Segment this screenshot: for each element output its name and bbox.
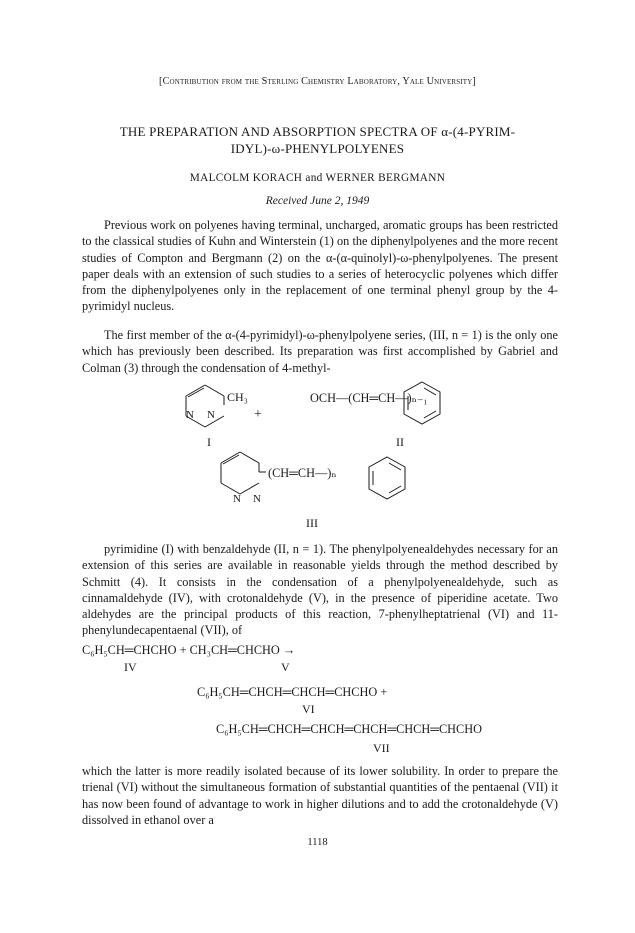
- article-title: [70, 123, 565, 157]
- equation-reactants: C₆H₅CH═CHCHO + CH₃CH═CHCHO →: [82, 643, 296, 657]
- equation-label-VI: VI: [302, 702, 315, 716]
- equation-label-VII: VII: [373, 741, 390, 755]
- equation-label-IV: IV: [124, 660, 137, 674]
- structure-III-pyrimidine: [221, 452, 266, 494]
- structure-III-benzene-ring: [369, 457, 405, 499]
- equation-product-VI: C₆H₅CH═CHCH═CHCH═CHCHO +: [197, 685, 388, 699]
- structure-III-polyene-chain: (CH═CH—)ₙ: [268, 466, 337, 480]
- contribution-header: [Contribution from the Sterling Chemistry Laboratory, Yale University]: [159, 76, 476, 87]
- structure-II-aldehyde-chain: OCH—(CH═CH—)ₙ₋₁: [310, 391, 428, 405]
- received-date: Received June 2, 1949: [265, 195, 370, 207]
- page-number: 1118: [307, 837, 328, 848]
- structure-III-label: III: [306, 516, 318, 530]
- structure-I-methyl-label: CH₃: [227, 390, 248, 404]
- paragraph-trienal: which the latter is more readily isolated because of its lower solubility. In order to prepare the trienal (VI) without the simultaneous formation of substantial quantities of the pentaenal (VII) it has now been found of advantage to work in higher dilutions and to add the crotonaldehyde (V) dissolved in ethanol over a: [82, 764, 558, 827]
- reaction-plus-sign: +: [254, 407, 262, 422]
- structure-I-pyrimidine: [186, 385, 224, 427]
- paragraph-method: pyrimidine (I) with benzaldehyde (II, n = 1). The phenylpolyenealdehydes necessary for an extension of this series are available in reasonable yields through the method described by Schmitt (4). It consists in the condensation of a phenylpolyenealdehyde, such as cinnamaldehyde (IV), with crotonaldehyde (V), in the presence of piperidine acetate. Two aldehydes are the principal products of this reaction, 7-phenylheptatrienal (VI) and 11-phenylundecapentaenal (VII), of: [82, 542, 558, 638]
- structure-I-label: I: [207, 435, 211, 449]
- structure-I-nitrogen-1: N: [186, 409, 194, 421]
- structure-II-label: II: [396, 435, 404, 449]
- paragraph-first-member: The first member of the α-(4-pyrimidyl)-ω-phenylpolyene series, (III, n = 1) is the only one which has previously been described. Its preparation was first accomplished by Gabriel and Colman (3) through the condensation of 4-methyl-: [82, 328, 558, 375]
- equation-product-VII: C₆H₅CH═CHCH═CHCH═CHCH═CHCH═CHCHO: [216, 722, 483, 736]
- authors: MALCOLM KORACH and WERNER BERGMANN: [189, 172, 446, 184]
- article-title-line-2: IDYL)-ω-PHENYLPOLYENES: [230, 141, 405, 156]
- structure-III-nitrogen-2: N: [253, 493, 261, 505]
- structure-II-benzene-ring: [404, 382, 440, 424]
- equation-label-V: V: [281, 660, 290, 674]
- structure-I-nitrogen-2: N: [207, 409, 215, 421]
- structure-III-nitrogen-1: N: [233, 493, 241, 505]
- article-title-line-1: THE PREPARATION AND ABSORPTION SPECTRA OF α-(4-PYRIM-: [119, 124, 516, 139]
- paragraph-intro: Previous work on polyenes having terminal, uncharged, aromatic groups has been restricted to the classical studies of Kuhn and Winterstein (1) on the diphenylpolyenes and the more recent studies of Compton and Bergmann (2) on the α-(α-quinolyl)-ω-phenylpolyenes. The present paper deals with an extension of such studies to a series of heterocyclic polyenes which differ from the diphenylpolyenes only in the replacement of one terminal phenyl group by the 4-pyrimidyl nucleus.: [82, 218, 558, 314]
